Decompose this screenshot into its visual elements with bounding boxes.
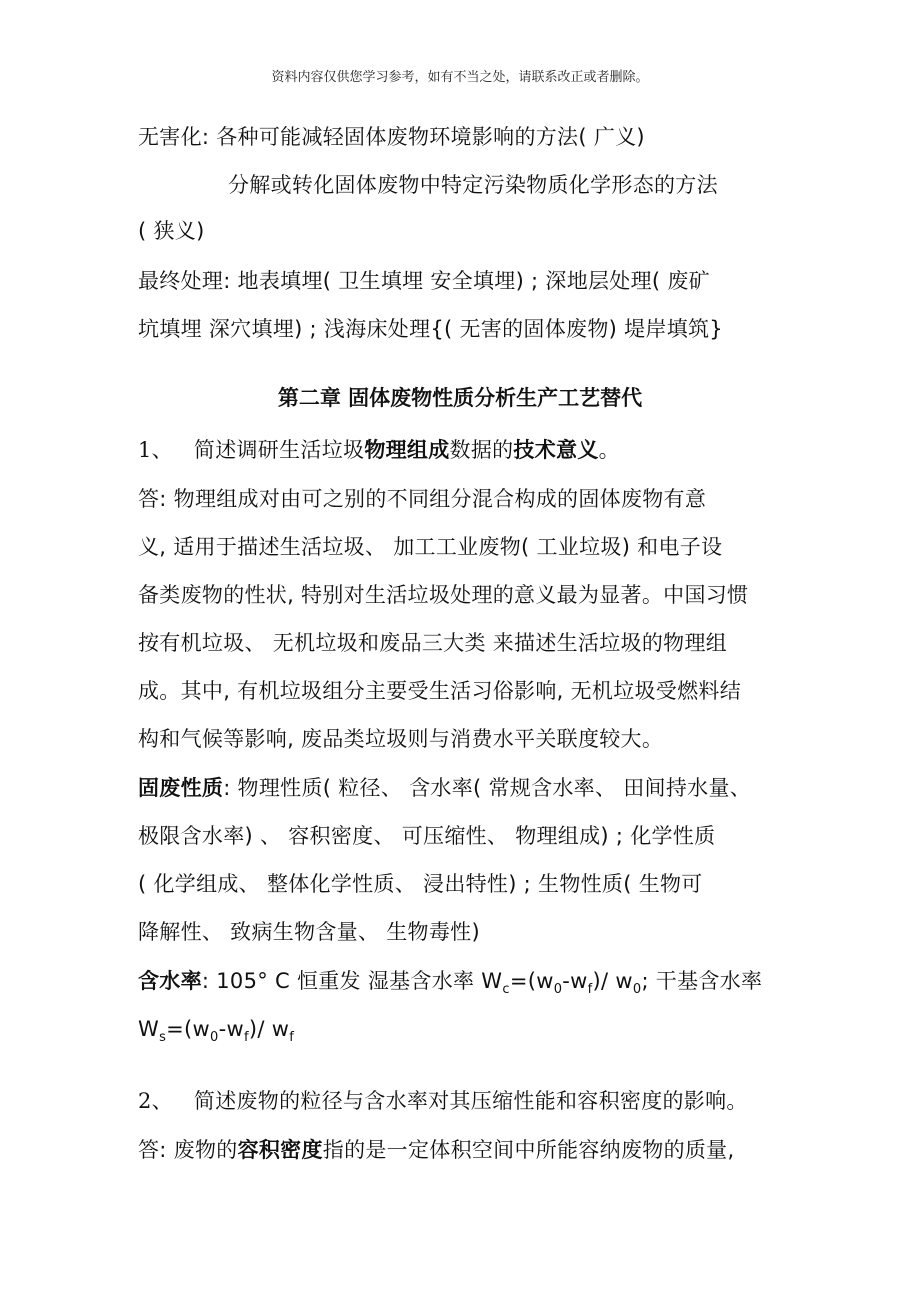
final-disposal-line-2: 坑填埋 深穴填埋) ; 浅海床处理{( 无害的固体废物) 堤岸填筑} [138,317,723,341]
properties-line-4: 降解性、 致病生物含量、 生物毒性) [138,920,480,944]
term-bulk-density: 容积密度 [237,1138,323,1162]
answer-2-text-b: 指的是一定体积空间中所能容纳废物的质量, [322,1138,735,1162]
question-1-keyword-significance: 技术意义 [513,438,599,462]
question-1-number: 1、 [138,438,173,462]
moisture-line-2 [138,1014,294,1053]
properties-line-2: 极限含水率) 、 容积密度、 可压缩性、 物理组成) ; 化学性质 [138,824,716,848]
answer-2-line [138,1135,734,1165]
question-1-keyword-physical: 物理组成 [364,438,450,462]
chapter-title: 第二章 固体废物性质分析生产工艺替代 [277,386,643,410]
answer-2-text-a: 答: 废物的 [138,1138,238,1162]
answer-1-line: 成。其中, 有机垃圾组分主要受生活习俗影响, 无机垃圾受燃料结 [138,679,741,703]
moisture-line-1 [138,966,762,1005]
question-2-number: 2、 [138,1089,173,1113]
formula-part: W [138,1017,160,1041]
answer-1-line: 义, 适用于描述生活垃圾、 加工工业废物( 工业垃圾) 和电子设 [138,535,723,559]
formula-part: )/ w [592,969,633,993]
moisture-formula-wet: : 105° C 恒重发 湿基含水率 W [201,969,503,993]
formula-part: =(w [166,1017,211,1041]
term-solid-waste-properties: 固废性质 [138,776,224,800]
formula-part: )/ w [248,1017,290,1041]
subscript-s: s [159,1030,167,1046]
question-2-text: 简述废物的粒径与含水率对其压缩性能和容积密度的影响。 [193,1089,748,1113]
page-header-note: 资料内容仅供您学习参考，如有不当之处，请联系改正或者删除。 [271,70,649,85]
question-1-text-a: 简述调研生活垃圾 [193,438,365,462]
subscript-0: 0 [210,1030,219,1046]
answer-1-line: 按有机垃圾、 无机垃圾和废品三大类 来描述生活垃圾的物理组 [138,631,728,655]
harmless-narrow-label: ( 狭义) [138,219,205,243]
final-disposal-line-1: 最终处理: 地表填埋( 卫生填埋 安全填埋) ; 深地层处理( 废矿 [138,269,710,293]
formula-part: -w [562,969,588,993]
question-1-text-b: 数据的 [449,438,514,462]
formula-part: =(w [509,969,554,993]
subscript-0: 0 [632,982,642,998]
moisture-dry-label: ; 干基含水率 [641,969,763,993]
question-1-text-end: 。 [598,438,620,462]
formula-part: -w [218,1017,244,1041]
harmless-definition-broad: : 各种可能减轻固体废物环境影响的方法( 广义) [201,125,645,149]
question-2 [138,1086,748,1116]
properties-line-3: ( 化学组成、 整体化学性质、 浸出特性) ; 生物性质( 生物可 [138,872,703,896]
paragraph-harmless [138,122,645,152]
subscript-f: f [289,1030,295,1046]
term-harmless: 无害化 [138,125,202,149]
properties-text-1: : 物理性质( 粒径、 含水率( 常规含水率、 田间持水量、 [223,776,752,800]
subscript-0: 0 [553,982,563,998]
answer-1-line: 答: 物理组成对由可之别的不同组分混合构成的固体废物有意 [138,487,707,511]
subscript-f: f [243,1030,249,1046]
subscript-f: f [587,982,593,998]
question-1 [138,435,620,465]
subscript-c: c [502,982,510,998]
term-moisture-content: 含水率 [138,969,202,993]
answer-1-line: 备类废物的性状, 特别对生活垃圾处理的意义最为显著。中国习惯 [138,583,749,607]
answer-1-line: 构和气候等影响, 废品类垃圾则与消费水平关联度较大。 [138,727,664,751]
properties-line-1 [138,773,751,803]
harmless-definition-narrow: 分解或转化固体废物中特定污染物质化学形态的方法 [228,173,718,197]
